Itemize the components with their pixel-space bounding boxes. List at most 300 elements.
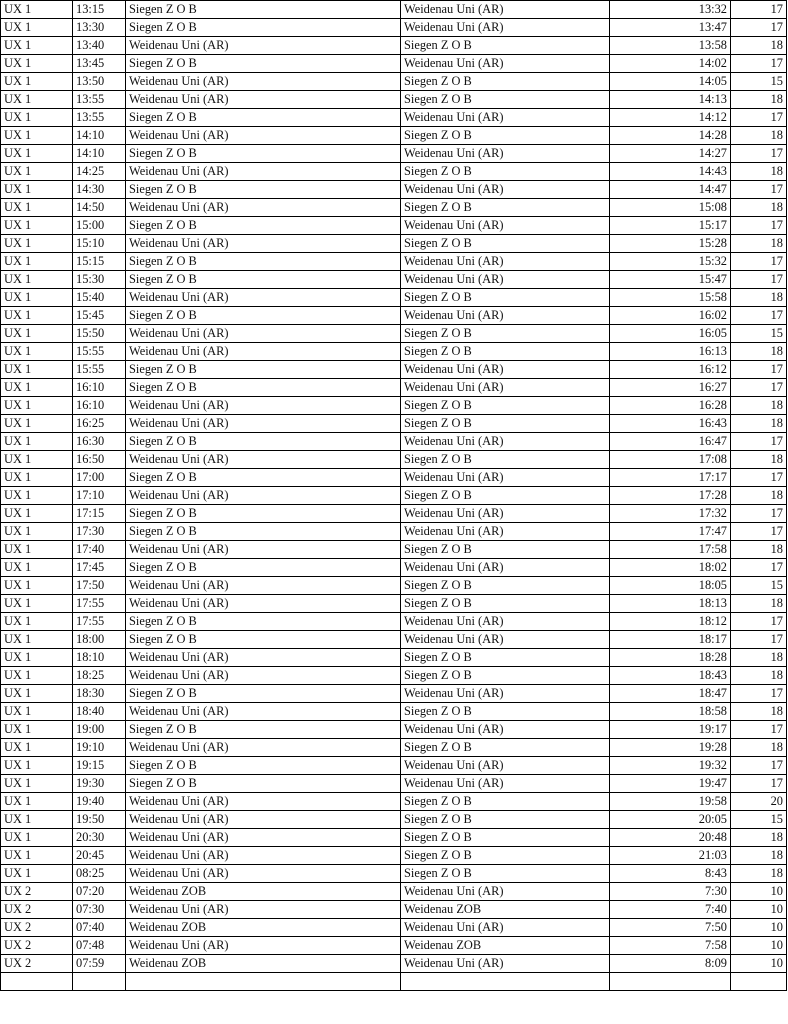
origin-stop-cell: Weidenau Uni (AR)	[126, 811, 401, 829]
arrival-time-cell: 15:08	[610, 199, 731, 217]
table-row	[1, 973, 787, 991]
arrival-time-cell: 18:17	[610, 631, 731, 649]
table-row	[1, 559, 787, 577]
origin-stop-cell: Weidenau Uni (AR)	[126, 667, 401, 685]
line-cell: UX 1	[1, 433, 73, 451]
destination-stop-cell: Siegen Z O B	[401, 397, 610, 415]
table-row	[1, 271, 787, 289]
arrival-time-cell: 13:32	[610, 1, 731, 19]
duration-cell: 15	[731, 73, 787, 91]
duration-cell: 15	[731, 577, 787, 595]
table-row	[1, 37, 787, 55]
table-row	[1, 955, 787, 973]
table-row	[1, 109, 787, 127]
line-cell	[1, 973, 73, 991]
arrival-time-cell: 7:40	[610, 901, 731, 919]
arrival-time-cell: 17:17	[610, 469, 731, 487]
table-row	[1, 235, 787, 253]
origin-stop-cell: Siegen Z O B	[126, 775, 401, 793]
departure-time-cell: 14:25	[73, 163, 126, 181]
table-row	[1, 721, 787, 739]
destination-stop-cell: Weidenau Uni (AR)	[401, 379, 610, 397]
line-cell: UX 1	[1, 577, 73, 595]
departure-time-cell: 18:00	[73, 631, 126, 649]
line-cell: UX 1	[1, 19, 73, 37]
duration-cell: 17	[731, 217, 787, 235]
origin-stop-cell: Siegen Z O B	[126, 721, 401, 739]
destination-stop-cell: Weidenau Uni (AR)	[401, 757, 610, 775]
destination-stop-cell: Weidenau Uni (AR)	[401, 271, 610, 289]
table-row	[1, 469, 787, 487]
table-row	[1, 217, 787, 235]
duration-cell: 18	[731, 865, 787, 883]
table-row	[1, 361, 787, 379]
arrival-time-cell: 15:47	[610, 271, 731, 289]
origin-stop-cell: Siegen Z O B	[126, 379, 401, 397]
arrival-time-cell: 16:47	[610, 433, 731, 451]
departure-time-cell: 17:50	[73, 577, 126, 595]
origin-stop-cell: Weidenau Uni (AR)	[126, 235, 401, 253]
destination-stop-cell: Siegen Z O B	[401, 667, 610, 685]
origin-stop-cell: Weidenau ZOB	[126, 919, 401, 937]
departure-time-cell: 13:50	[73, 73, 126, 91]
line-cell: UX 1	[1, 415, 73, 433]
arrival-time-cell: 16:12	[610, 361, 731, 379]
origin-stop-cell: Weidenau Uni (AR)	[126, 847, 401, 865]
arrival-time-cell: 18:13	[610, 595, 731, 613]
arrival-time-cell: 15:28	[610, 235, 731, 253]
duration-cell: 18	[731, 199, 787, 217]
duration-cell: 18	[731, 235, 787, 253]
destination-stop-cell: Siegen Z O B	[401, 325, 610, 343]
line-cell: UX 1	[1, 487, 73, 505]
origin-stop-cell: Weidenau Uni (AR)	[126, 649, 401, 667]
line-cell: UX 1	[1, 181, 73, 199]
departure-time-cell: 17:30	[73, 523, 126, 541]
origin-stop-cell: Siegen Z O B	[126, 505, 401, 523]
line-cell: UX 2	[1, 919, 73, 937]
departure-time-cell: 17:15	[73, 505, 126, 523]
departure-time-cell: 14:10	[73, 127, 126, 145]
departure-time-cell: 18:40	[73, 703, 126, 721]
duration-cell: 15	[731, 325, 787, 343]
table-row	[1, 685, 787, 703]
departure-time-cell: 15:55	[73, 343, 126, 361]
duration-cell: 18	[731, 703, 787, 721]
origin-stop-cell: Weidenau Uni (AR)	[126, 595, 401, 613]
departure-time-cell: 13:55	[73, 91, 126, 109]
origin-stop-cell: Weidenau Uni (AR)	[126, 163, 401, 181]
line-cell: UX 1	[1, 667, 73, 685]
line-cell: UX 1	[1, 109, 73, 127]
arrival-time-cell: 14:05	[610, 73, 731, 91]
table-row	[1, 325, 787, 343]
duration-cell	[731, 973, 787, 991]
arrival-time-cell: 13:58	[610, 37, 731, 55]
destination-stop-cell: Weidenau Uni (AR)	[401, 433, 610, 451]
departure-time-cell: 19:30	[73, 775, 126, 793]
departure-time-cell: 13:40	[73, 37, 126, 55]
origin-stop-cell: Weidenau Uni (AR)	[126, 901, 401, 919]
table-row	[1, 343, 787, 361]
origin-stop-cell: Siegen Z O B	[126, 685, 401, 703]
departure-time-cell: 17:45	[73, 559, 126, 577]
table-row	[1, 667, 787, 685]
arrival-time-cell: 19:17	[610, 721, 731, 739]
duration-cell: 18	[731, 163, 787, 181]
duration-cell: 17	[731, 379, 787, 397]
departure-time-cell: 17:10	[73, 487, 126, 505]
destination-stop-cell: Siegen Z O B	[401, 811, 610, 829]
line-cell: UX 1	[1, 397, 73, 415]
line-cell: UX 1	[1, 523, 73, 541]
destination-stop-cell: Weidenau Uni (AR)	[401, 883, 610, 901]
departure-time-cell: 14:10	[73, 145, 126, 163]
table-row	[1, 775, 787, 793]
line-cell: UX 1	[1, 685, 73, 703]
duration-cell: 18	[731, 91, 787, 109]
departure-time-cell: 20:30	[73, 829, 126, 847]
departure-time-cell: 08:25	[73, 865, 126, 883]
destination-stop-cell: Weidenau Uni (AR)	[401, 721, 610, 739]
departure-time-cell: 16:10	[73, 379, 126, 397]
table-row	[1, 505, 787, 523]
duration-cell: 17	[731, 757, 787, 775]
arrival-time-cell: 8:09	[610, 955, 731, 973]
duration-cell: 18	[731, 649, 787, 667]
origin-stop-cell: Siegen Z O B	[126, 19, 401, 37]
destination-stop-cell: Siegen Z O B	[401, 73, 610, 91]
arrival-time-cell: 15:58	[610, 289, 731, 307]
origin-stop-cell: Siegen Z O B	[126, 631, 401, 649]
destination-stop-cell: Siegen Z O B	[401, 163, 610, 181]
line-cell: UX 1	[1, 865, 73, 883]
origin-stop-cell: Siegen Z O B	[126, 217, 401, 235]
departure-time-cell: 07:40	[73, 919, 126, 937]
destination-stop-cell: Weidenau Uni (AR)	[401, 613, 610, 631]
duration-cell: 17	[731, 307, 787, 325]
line-cell: UX 1	[1, 325, 73, 343]
table-row	[1, 163, 787, 181]
destination-stop-cell: Weidenau Uni (AR)	[401, 1, 610, 19]
destination-stop-cell: Weidenau Uni (AR)	[401, 919, 610, 937]
arrival-time-cell: 18:43	[610, 667, 731, 685]
table-row	[1, 253, 787, 271]
line-cell: UX 1	[1, 127, 73, 145]
destination-stop-cell: Siegen Z O B	[401, 739, 610, 757]
departure-time-cell: 17:55	[73, 595, 126, 613]
departure-time-cell: 19:40	[73, 793, 126, 811]
destination-stop-cell: Siegen Z O B	[401, 127, 610, 145]
table-row	[1, 451, 787, 469]
duration-cell: 18	[731, 127, 787, 145]
table-row	[1, 73, 787, 91]
arrival-time-cell: 19:32	[610, 757, 731, 775]
table-row	[1, 865, 787, 883]
table-row	[1, 415, 787, 433]
destination-stop-cell: Weidenau Uni (AR)	[401, 217, 610, 235]
arrival-time-cell	[610, 973, 731, 991]
destination-stop-cell: Siegen Z O B	[401, 865, 610, 883]
duration-cell: 18	[731, 37, 787, 55]
departure-time-cell: 17:00	[73, 469, 126, 487]
departure-time-cell: 07:59	[73, 955, 126, 973]
duration-cell: 15	[731, 811, 787, 829]
table-row	[1, 487, 787, 505]
line-cell: UX 1	[1, 91, 73, 109]
origin-stop-cell: Weidenau Uni (AR)	[126, 199, 401, 217]
departure-time-cell: 18:25	[73, 667, 126, 685]
line-cell: UX 1	[1, 343, 73, 361]
schedule-body	[1, 1, 787, 991]
origin-stop-cell: Weidenau Uni (AR)	[126, 397, 401, 415]
departure-time-cell: 17:55	[73, 613, 126, 631]
duration-cell: 18	[731, 343, 787, 361]
duration-cell: 18	[731, 397, 787, 415]
origin-stop-cell: Weidenau Uni (AR)	[126, 793, 401, 811]
origin-stop-cell: Weidenau Uni (AR)	[126, 937, 401, 955]
origin-stop-cell: Siegen Z O B	[126, 433, 401, 451]
line-cell: UX 1	[1, 739, 73, 757]
line-cell: UX 1	[1, 721, 73, 739]
origin-stop-cell: Weidenau Uni (AR)	[126, 703, 401, 721]
table-row	[1, 307, 787, 325]
origin-stop-cell: Siegen Z O B	[126, 613, 401, 631]
departure-time-cell: 19:00	[73, 721, 126, 739]
line-cell: UX 1	[1, 757, 73, 775]
origin-stop-cell: Siegen Z O B	[126, 181, 401, 199]
duration-cell: 17	[731, 433, 787, 451]
destination-stop-cell: Weidenau Uni (AR)	[401, 505, 610, 523]
departure-time-cell: 13:15	[73, 1, 126, 19]
departure-time-cell: 07:48	[73, 937, 126, 955]
destination-stop-cell: Siegen Z O B	[401, 37, 610, 55]
origin-stop-cell: Weidenau Uni (AR)	[126, 451, 401, 469]
departure-time-cell: 20:45	[73, 847, 126, 865]
destination-stop-cell: Weidenau Uni (AR)	[401, 253, 610, 271]
origin-stop-cell: Weidenau Uni (AR)	[126, 37, 401, 55]
destination-stop-cell: Siegen Z O B	[401, 649, 610, 667]
departure-time-cell: 18:30	[73, 685, 126, 703]
duration-cell: 17	[731, 361, 787, 379]
origin-stop-cell: Weidenau Uni (AR)	[126, 343, 401, 361]
arrival-time-cell: 14:43	[610, 163, 731, 181]
duration-cell: 18	[731, 451, 787, 469]
destination-stop-cell: Weidenau Uni (AR)	[401, 145, 610, 163]
line-cell: UX 1	[1, 307, 73, 325]
departure-time-cell: 19:50	[73, 811, 126, 829]
origin-stop-cell: Weidenau Uni (AR)	[126, 289, 401, 307]
duration-cell: 18	[731, 739, 787, 757]
destination-stop-cell: Weidenau Uni (AR)	[401, 55, 610, 73]
destination-stop-cell: Weidenau Uni (AR)	[401, 361, 610, 379]
destination-stop-cell: Weidenau Uni (AR)	[401, 559, 610, 577]
destination-stop-cell: Siegen Z O B	[401, 793, 610, 811]
line-cell: UX 1	[1, 775, 73, 793]
origin-stop-cell: Weidenau Uni (AR)	[126, 415, 401, 433]
arrival-time-cell: 18:12	[610, 613, 731, 631]
origin-stop-cell: Weidenau Uni (AR)	[126, 91, 401, 109]
table-row	[1, 397, 787, 415]
line-cell: UX 1	[1, 595, 73, 613]
line-cell: UX 1	[1, 541, 73, 559]
table-row	[1, 145, 787, 163]
arrival-time-cell: 15:32	[610, 253, 731, 271]
destination-stop-cell: Siegen Z O B	[401, 595, 610, 613]
duration-cell: 17	[731, 505, 787, 523]
table-row	[1, 847, 787, 865]
arrival-time-cell: 14:12	[610, 109, 731, 127]
departure-time-cell: 07:30	[73, 901, 126, 919]
arrival-time-cell: 20:05	[610, 811, 731, 829]
arrival-time-cell: 7:30	[610, 883, 731, 901]
departure-time-cell: 15:15	[73, 253, 126, 271]
table-row	[1, 1, 787, 19]
origin-stop-cell: Weidenau Uni (AR)	[126, 73, 401, 91]
duration-cell: 17	[731, 55, 787, 73]
table-row	[1, 55, 787, 73]
line-cell: UX 1	[1, 217, 73, 235]
origin-stop-cell	[126, 973, 401, 991]
arrival-time-cell: 7:50	[610, 919, 731, 937]
line-cell: UX 1	[1, 811, 73, 829]
departure-time-cell: 16:25	[73, 415, 126, 433]
table-row	[1, 523, 787, 541]
arrival-time-cell: 18:05	[610, 577, 731, 595]
arrival-time-cell: 14:13	[610, 91, 731, 109]
destination-stop-cell: Weidenau Uni (AR)	[401, 631, 610, 649]
line-cell: UX 1	[1, 703, 73, 721]
duration-cell: 17	[731, 775, 787, 793]
arrival-time-cell: 17:47	[610, 523, 731, 541]
arrival-time-cell: 20:48	[610, 829, 731, 847]
arrival-time-cell: 15:17	[610, 217, 731, 235]
duration-cell: 18	[731, 847, 787, 865]
arrival-time-cell: 16:43	[610, 415, 731, 433]
duration-cell: 17	[731, 271, 787, 289]
table-row	[1, 901, 787, 919]
table-row	[1, 829, 787, 847]
table-row	[1, 289, 787, 307]
duration-cell: 17	[731, 253, 787, 271]
departure-time-cell: 15:50	[73, 325, 126, 343]
departure-time-cell: 16:30	[73, 433, 126, 451]
duration-cell: 17	[731, 721, 787, 739]
line-cell: UX 1	[1, 253, 73, 271]
origin-stop-cell: Weidenau Uni (AR)	[126, 541, 401, 559]
line-cell: UX 1	[1, 55, 73, 73]
duration-cell: 17	[731, 469, 787, 487]
table-row	[1, 739, 787, 757]
line-cell: UX 2	[1, 901, 73, 919]
line-cell: UX 1	[1, 289, 73, 307]
destination-stop-cell	[401, 973, 610, 991]
table-row	[1, 199, 787, 217]
departure-time-cell: 07:20	[73, 883, 126, 901]
origin-stop-cell: Siegen Z O B	[126, 109, 401, 127]
table-row	[1, 379, 787, 397]
arrival-time-cell: 7:58	[610, 937, 731, 955]
duration-cell: 17	[731, 613, 787, 631]
duration-cell: 17	[731, 559, 787, 577]
table-row	[1, 577, 787, 595]
destination-stop-cell: Siegen Z O B	[401, 847, 610, 865]
destination-stop-cell: Weidenau Uni (AR)	[401, 307, 610, 325]
duration-cell: 17	[731, 631, 787, 649]
destination-stop-cell: Siegen Z O B	[401, 577, 610, 595]
departure-time-cell: 13:55	[73, 109, 126, 127]
origin-stop-cell: Weidenau Uni (AR)	[126, 487, 401, 505]
duration-cell: 18	[731, 595, 787, 613]
origin-stop-cell: Weidenau Uni (AR)	[126, 739, 401, 757]
departure-time-cell: 15:30	[73, 271, 126, 289]
line-cell: UX 1	[1, 37, 73, 55]
table-row	[1, 919, 787, 937]
duration-cell: 18	[731, 487, 787, 505]
duration-cell: 17	[731, 145, 787, 163]
origin-stop-cell: Siegen Z O B	[126, 307, 401, 325]
destination-stop-cell: Siegen Z O B	[401, 487, 610, 505]
destination-stop-cell: Weidenau ZOB	[401, 937, 610, 955]
destination-stop-cell: Siegen Z O B	[401, 451, 610, 469]
line-cell: UX 1	[1, 469, 73, 487]
origin-stop-cell: Siegen Z O B	[126, 1, 401, 19]
line-cell: UX 1	[1, 631, 73, 649]
arrival-time-cell: 17:58	[610, 541, 731, 559]
arrival-time-cell: 21:03	[610, 847, 731, 865]
destination-stop-cell: Weidenau Uni (AR)	[401, 181, 610, 199]
line-cell: UX 1	[1, 235, 73, 253]
line-cell: UX 1	[1, 163, 73, 181]
duration-cell: 10	[731, 955, 787, 973]
departure-time-cell: 19:15	[73, 757, 126, 775]
departure-time-cell: 17:40	[73, 541, 126, 559]
table-row	[1, 811, 787, 829]
destination-stop-cell: Weidenau Uni (AR)	[401, 469, 610, 487]
table-row	[1, 703, 787, 721]
line-cell: UX 1	[1, 649, 73, 667]
duration-cell: 18	[731, 667, 787, 685]
line-cell: UX 1	[1, 379, 73, 397]
departure-time-cell: 18:10	[73, 649, 126, 667]
duration-cell: 10	[731, 919, 787, 937]
arrival-time-cell: 19:28	[610, 739, 731, 757]
line-cell: UX 1	[1, 829, 73, 847]
origin-stop-cell: Siegen Z O B	[126, 253, 401, 271]
duration-cell: 10	[731, 901, 787, 919]
arrival-time-cell: 16:02	[610, 307, 731, 325]
table-row	[1, 127, 787, 145]
destination-stop-cell: Siegen Z O B	[401, 541, 610, 559]
departure-time-cell: 15:45	[73, 307, 126, 325]
line-cell: UX 1	[1, 505, 73, 523]
arrival-time-cell: 18:28	[610, 649, 731, 667]
table-row	[1, 433, 787, 451]
destination-stop-cell: Siegen Z O B	[401, 289, 610, 307]
departure-time-cell: 14:30	[73, 181, 126, 199]
destination-stop-cell: Weidenau Uni (AR)	[401, 685, 610, 703]
duration-cell: 17	[731, 1, 787, 19]
arrival-time-cell: 14:47	[610, 181, 731, 199]
duration-cell: 10	[731, 883, 787, 901]
origin-stop-cell: Siegen Z O B	[126, 145, 401, 163]
departure-time-cell: 14:50	[73, 199, 126, 217]
destination-stop-cell: Weidenau Uni (AR)	[401, 109, 610, 127]
table-row	[1, 649, 787, 667]
line-cell: UX 1	[1, 559, 73, 577]
arrival-time-cell: 14:02	[610, 55, 731, 73]
duration-cell: 18	[731, 829, 787, 847]
